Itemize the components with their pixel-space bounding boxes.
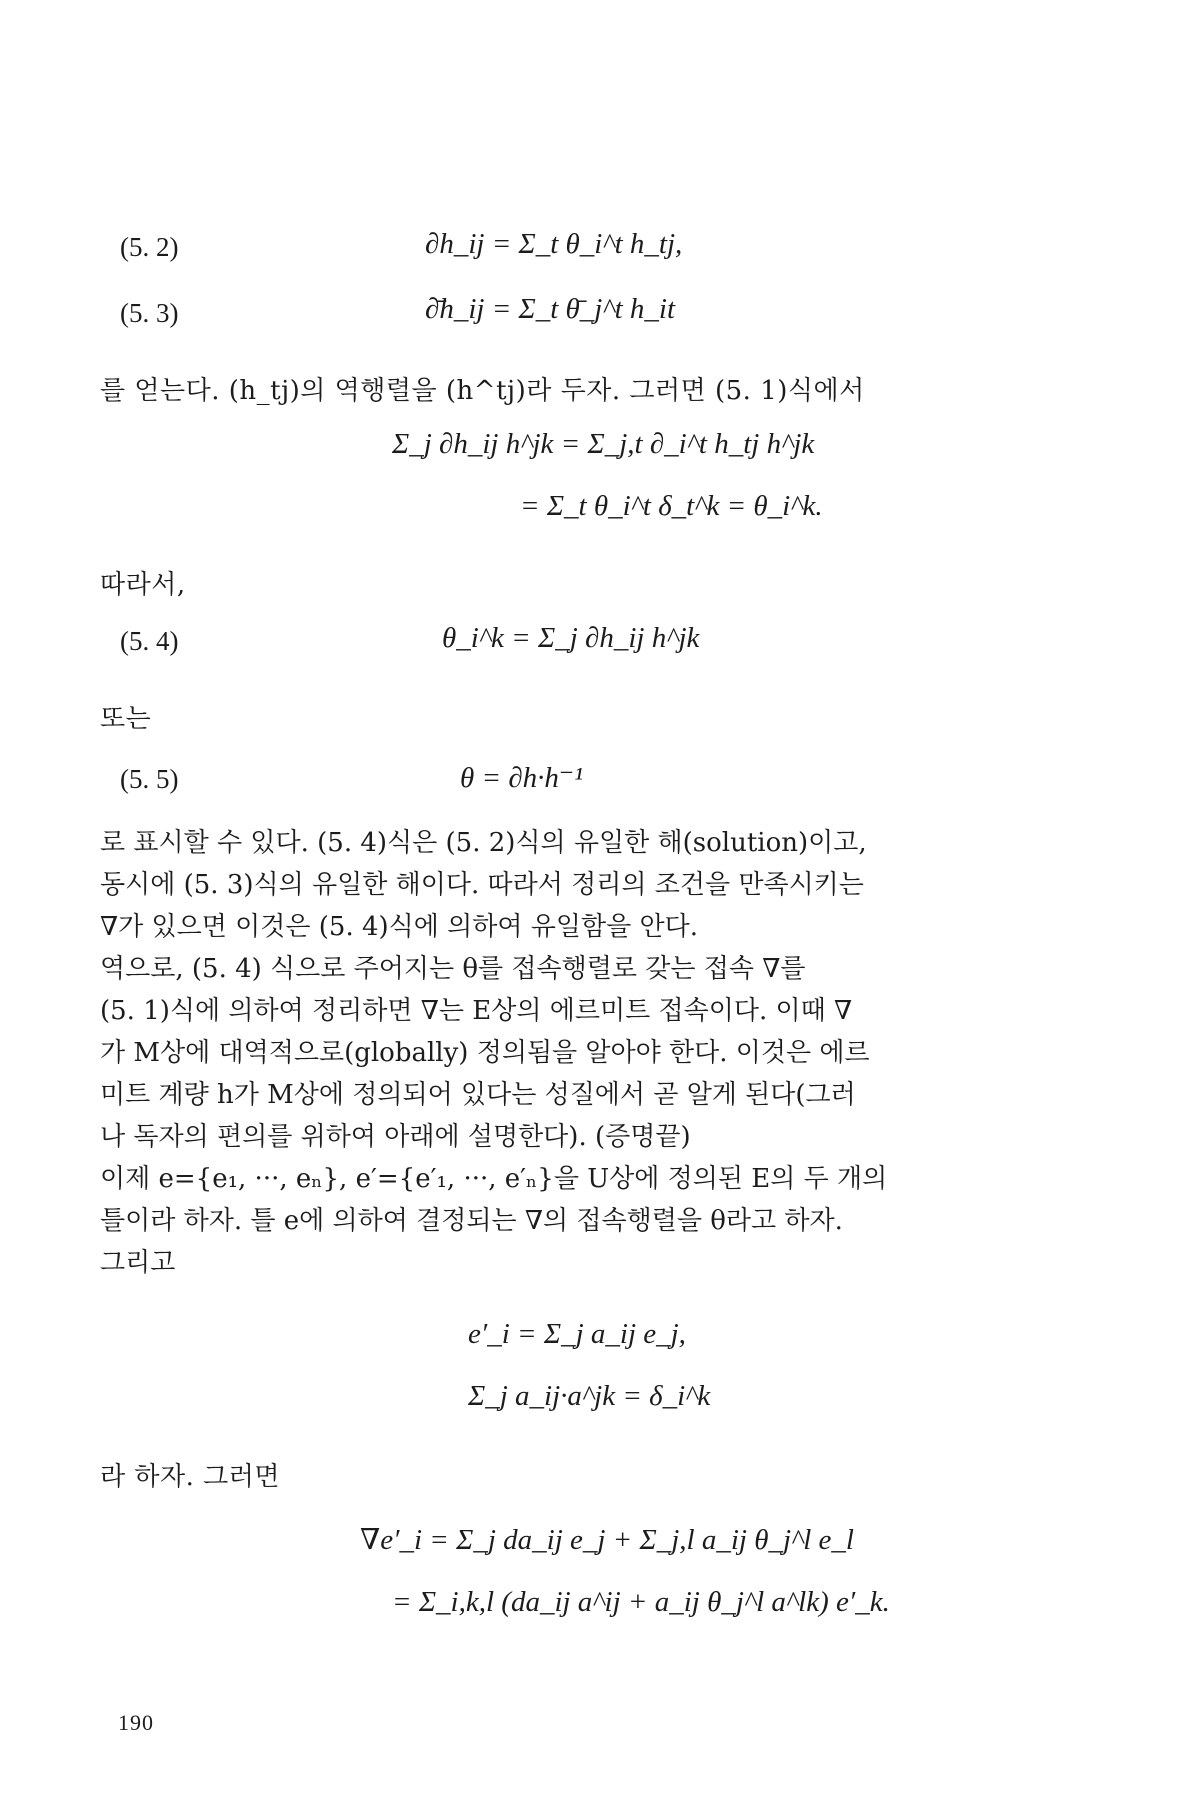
- paragraph-or: 또는: [100, 704, 152, 734]
- derivation-line-2: = Σ_t θ_i^t δ_t^k = θ_i^k.: [520, 490, 823, 522]
- equation-label-5-2: (5. 2): [120, 232, 179, 262]
- text-line: (5. 1)식에 의하여 정리하면 ∇는 E상의 에르미트 접속이다. 이때 ∇: [100, 996, 853, 1026]
- frame-change-equation-2: Σ_j a_ij·a^jk = δ_i^k: [468, 1380, 711, 1412]
- text-line: 그리고: [100, 1248, 176, 1278]
- paragraph-1: 를 얻는다. (h_tj)의 역행렬을 (h^tj)라 두자. 그러면 (5. 1)식에서: [100, 376, 865, 406]
- equation-5-3: ∂̄h_ij = Σ_t θ̄_j^t h_it: [425, 293, 676, 325]
- frame-change-equation-1: e′_i = Σ_j a_ij e_j,: [468, 1318, 686, 1350]
- page-number: 190: [118, 1710, 154, 1735]
- connection-equation-2: = Σ_i,k,l (da_ij a^ij + a_ij θ_j^l a^lk) e′_k.: [392, 1586, 890, 1618]
- main-paragraph: [100, 822, 1000, 1284]
- text-line: 틀이라 하자. 틀 e에 의하여 결정되는 ∇의 접속행렬을 θ라고 하자.: [100, 1206, 843, 1236]
- equation-label-5-5: (5. 5): [120, 764, 179, 794]
- text-line: 동시에 (5. 3)식의 유일한 해이다. 따라서 정리의 조건을 만족시키는: [100, 870, 864, 900]
- text-line: 이제 e={e₁, ···, eₙ}, e′={e′₁, ···, e′ₙ}을 U상에 정의된 E의 두 개의: [100, 1164, 888, 1194]
- equation-5-4: θ_i^k = Σ_j ∂h_ij h^jk: [442, 622, 700, 654]
- paragraph-let: 라 하자. 그러면: [100, 1462, 280, 1492]
- text-line: 미트 계량 h가 M상에 정의되어 있다는 성질에서 곧 알게 된다(그러: [100, 1080, 856, 1110]
- text-line: 가 M상에 대역적으로(globally) 정의됨을 알아야 한다. 이것은 에르: [100, 1038, 870, 1068]
- equation-label-5-3: (5. 3): [120, 298, 179, 328]
- equation-5-2: ∂h_ij = Σ_t θ_i^t h_tj,: [425, 228, 683, 260]
- equation-label-5-4: (5. 4): [120, 626, 179, 656]
- equation-5-5: θ = ∂h·h⁻¹: [460, 762, 583, 794]
- text-line: ∇가 있으면 이것은 (5. 4)식에 의하여 유일함을 안다.: [100, 912, 698, 942]
- derivation-line-1: Σ_j ∂h_ij h^jk = Σ_j,t ∂_i^t h_tj h^jk: [392, 428, 815, 460]
- connection-equation-1: ∇e′_i = Σ_j da_ij e_j + Σ_j,l a_ij θ_j^l e_l: [360, 1524, 854, 1556]
- paragraph-therefore: 따라서,: [100, 570, 186, 600]
- text-line: 나 독자의 편의를 위하여 아래에 설명한다). (증명끝): [100, 1122, 691, 1152]
- text-line: 역으로, (5. 4) 식으로 주어지는 θ를 접속행렬로 갖는 접속 ∇를: [100, 954, 806, 984]
- text-line: 로 표시할 수 있다. (5. 4)식은 (5. 2)식의 유일한 해(solution)이고,: [100, 828, 867, 858]
